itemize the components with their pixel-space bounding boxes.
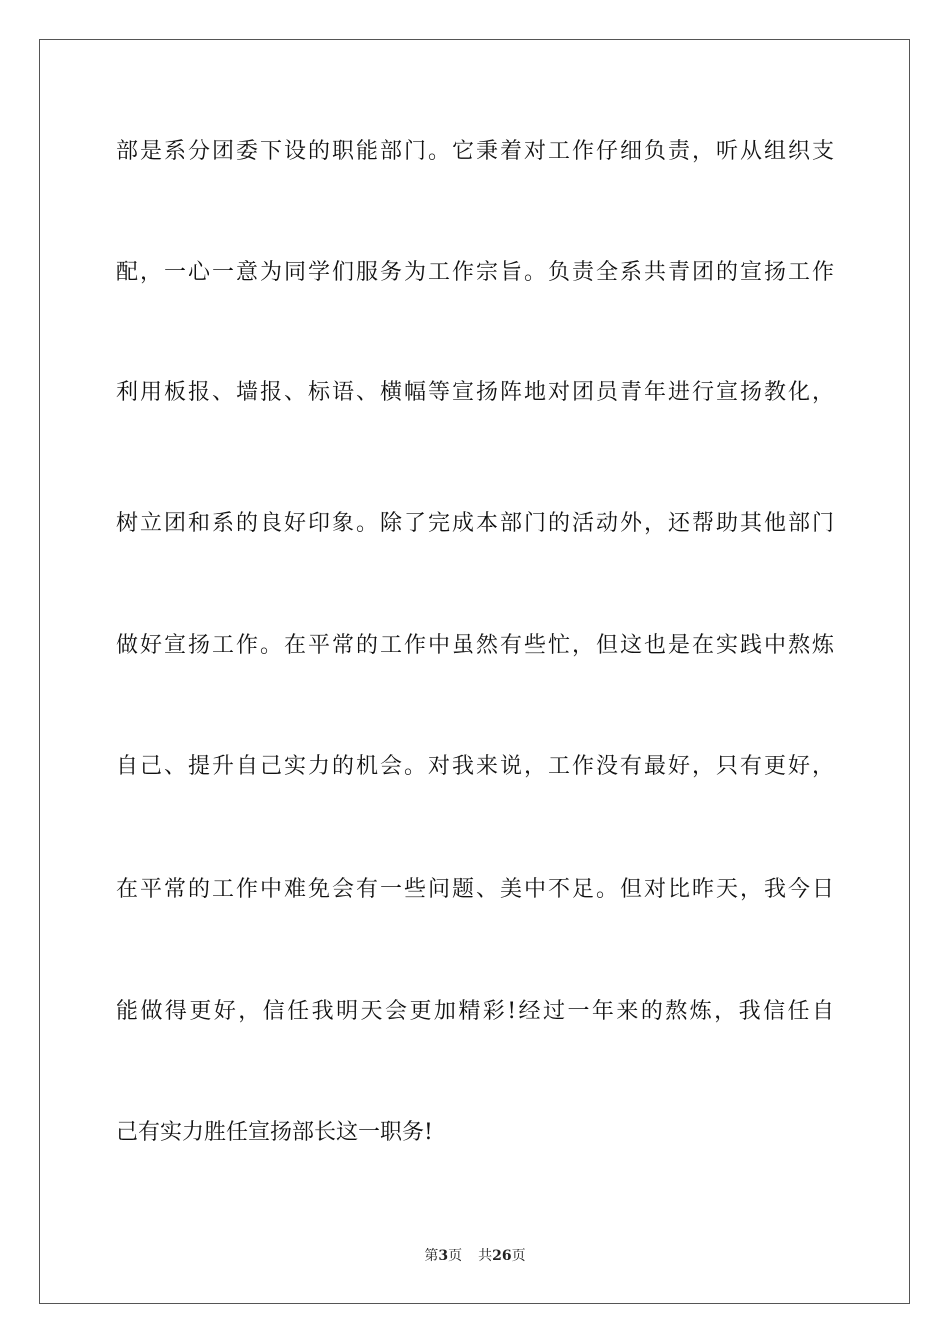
body-line-1: 部是系分团委下设的职能部门。它秉着对工作仔细负责，听从组织支 [116, 139, 834, 164]
body-line-2: 配，一心一意为同学们服务为工作宗旨。负责全系共青团的宣扬工作 [116, 260, 834, 285]
page-frame [39, 39, 910, 1304]
page-footer [0, 1246, 950, 1266]
body-line-5: 做好宣扬工作。在平常的工作中虽然有些忙，但这也是在实践中熬炼 [116, 633, 834, 658]
footer-total-prefix: 共 [478, 1248, 493, 1264]
body-line-7: 在平常的工作中难免会有一些问题、美中不足。但对比昨天，我今日 [116, 877, 834, 902]
footer-page-suffix: 页 [448, 1248, 463, 1264]
body-line-9: 己有实力胜任宣扬部长这一职务! [116, 1120, 433, 1145]
body-line-3: 利用板报、墙报、标语、横幅等宣扬阵地对团员青年进行宣扬教化， [116, 380, 834, 405]
footer-total-suffix: 页 [511, 1248, 526, 1264]
footer-total-pages: 26 [492, 1248, 512, 1264]
body-line-6: 自己、提升自己实力的机会。对我来说，工作没有最好，只有更好， [116, 754, 834, 779]
footer-page-number: 3 [438, 1248, 449, 1264]
body-line-8: 能做得更好，信任我明天会更加精彩!经过一年来的熬炼，我信任自 [116, 999, 834, 1024]
body-line-4: 树立团和系的良好印象。除了完成本部门的活动外，还帮助其他部门 [116, 511, 834, 536]
footer-page-prefix: 第 [424, 1248, 439, 1264]
